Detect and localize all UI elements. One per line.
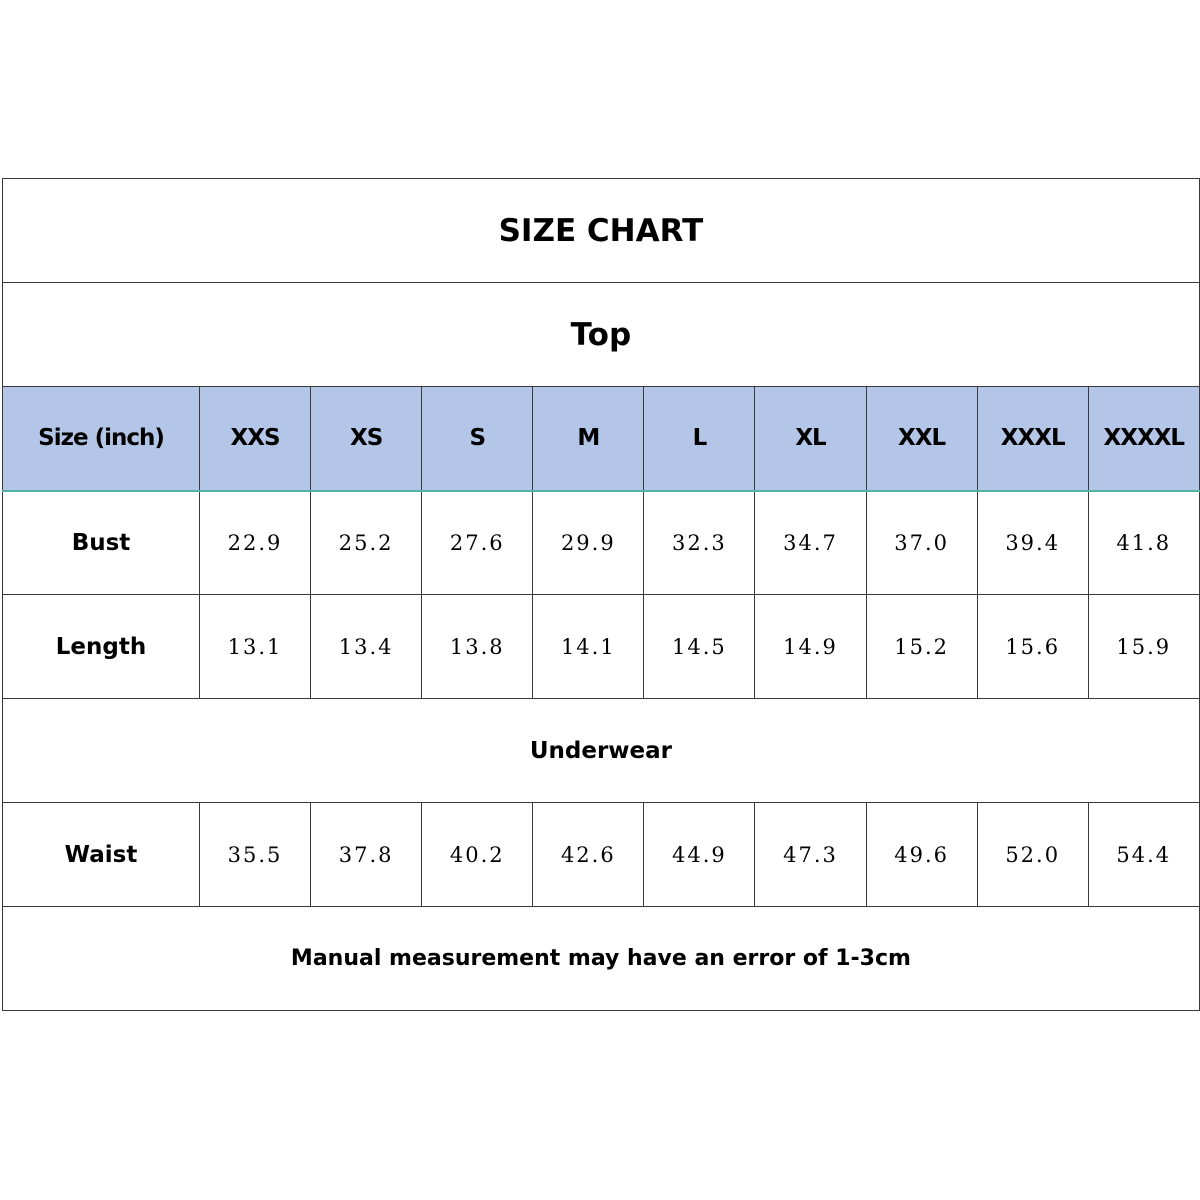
measurement-cell: 13.1 [200,595,311,699]
measurement-cell: 37.8 [311,803,422,907]
measurement-cell: 15.2 [866,595,977,699]
size-header-cell: XXXXL [1088,387,1199,491]
size-header-cell: XXXL [977,387,1088,491]
measurement-cell: 49.6 [866,803,977,907]
measurement-cell: 25.2 [311,491,422,595]
row-label-length: Length [3,595,200,699]
measurement-cell: 39.4 [977,491,1088,595]
size-chart-table [2,178,1200,1011]
measurement-cell: 27.6 [422,491,533,595]
size-header-cell: L [644,387,755,491]
measurement-cell: 52.0 [977,803,1088,907]
measurement-note: Manual measurement may have an error of 1-3cm [3,907,1200,1011]
title-row [3,179,1200,283]
measurement-cell: 35.5 [200,803,311,907]
measurement-cell: 44.9 [644,803,755,907]
measurement-cell: 15.6 [977,595,1088,699]
measurement-cell: 47.3 [755,803,866,907]
size-header-cell: S [422,387,533,491]
size-header-cell: XS [311,387,422,491]
table-row-bust [3,491,1200,595]
measurement-cell: 22.9 [200,491,311,595]
measurement-cell: 34.7 [755,491,866,595]
table-row-waist [3,803,1200,907]
measurement-cell: 32.3 [644,491,755,595]
section-row-underwear [3,699,1200,803]
section-row-top [3,283,1200,387]
size-header-cell: M [533,387,644,491]
measurement-cell: 14.9 [755,595,866,699]
measurement-cell: 37.0 [866,491,977,595]
chart-title: SIZE CHART [3,179,1200,283]
size-header-label: Size (inch) [3,387,200,491]
table-row-length [3,595,1200,699]
row-label-waist: Waist [3,803,200,907]
section-title-top: Top [3,283,1200,387]
size-header-cell: XXL [866,387,977,491]
measurement-cell: 41.8 [1088,491,1199,595]
measurement-cell: 42.6 [533,803,644,907]
measurement-cell: 14.5 [644,595,755,699]
measurement-cell: 40.2 [422,803,533,907]
measurement-cell: 13.8 [422,595,533,699]
size-header-cell: XXS [200,387,311,491]
measurement-cell: 13.4 [311,595,422,699]
size-header-cell: XL [755,387,866,491]
measurement-cell: 29.9 [533,491,644,595]
measurement-cell: 14.1 [533,595,644,699]
note-row [3,907,1200,1011]
row-label-bust: Bust [3,491,200,595]
size-header-row [3,387,1200,491]
measurement-cell: 54.4 [1088,803,1199,907]
measurement-cell: 15.9 [1088,595,1199,699]
section-title-underwear: Underwear [3,699,1200,803]
